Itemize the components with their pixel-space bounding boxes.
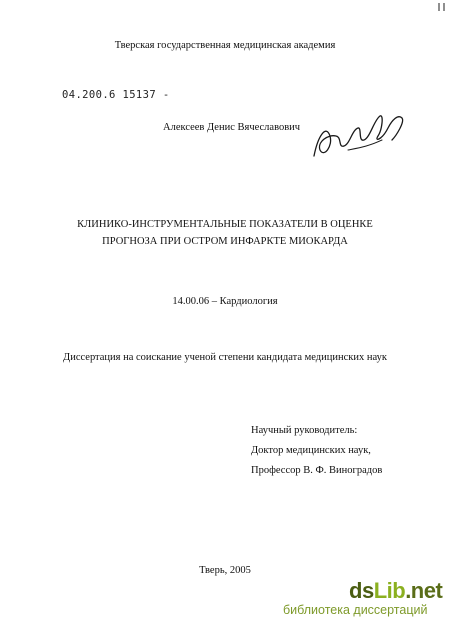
logo-ds: ds [349, 578, 374, 603]
supervisor-block [251, 421, 382, 481]
supervisor-label: Научный руководитель: [251, 425, 358, 436]
specialty-code: 14.00.06 – Кардиология [172, 296, 278, 307]
title-line-1: КЛИНИКО-ИНСТРУМЕНТАЛЬНЫЕ ПОКАЗАТЕЛИ В ОЦЕНКЕ [77, 219, 373, 230]
registration-stamp: 04.200.6 15137 - [62, 89, 170, 101]
dslib-logo[interactable] [349, 578, 442, 604]
author-name: Алексеев Денис Вячеславович [163, 122, 301, 133]
supervisor-name: Профессор В. Ф. Виноградов [251, 465, 383, 476]
city-year: Тверь, 2005 [199, 565, 251, 576]
dissertation-title [0, 216, 450, 250]
handwritten-signature [308, 106, 413, 168]
degree-statement: Диссертация на соискание ученой степени кандидата медицинских наук [63, 352, 387, 363]
corner-mark [437, 0, 447, 10]
logo-lib: Lib [373, 578, 406, 603]
title-line-2: ПРОГНОЗА ПРИ ОСТРОМ ИНФАРКТЕ МИОКАРДА [102, 236, 348, 247]
logo-net: .net [405, 578, 443, 603]
dslib-watermark[interactable] [283, 578, 448, 622]
institution-name: Тверская государственная медицинская академия [114, 40, 336, 51]
supervisor-degree: Доктор медицинских наук, [251, 445, 371, 456]
watermark-tagline: библиотека диссертаций [283, 603, 428, 617]
